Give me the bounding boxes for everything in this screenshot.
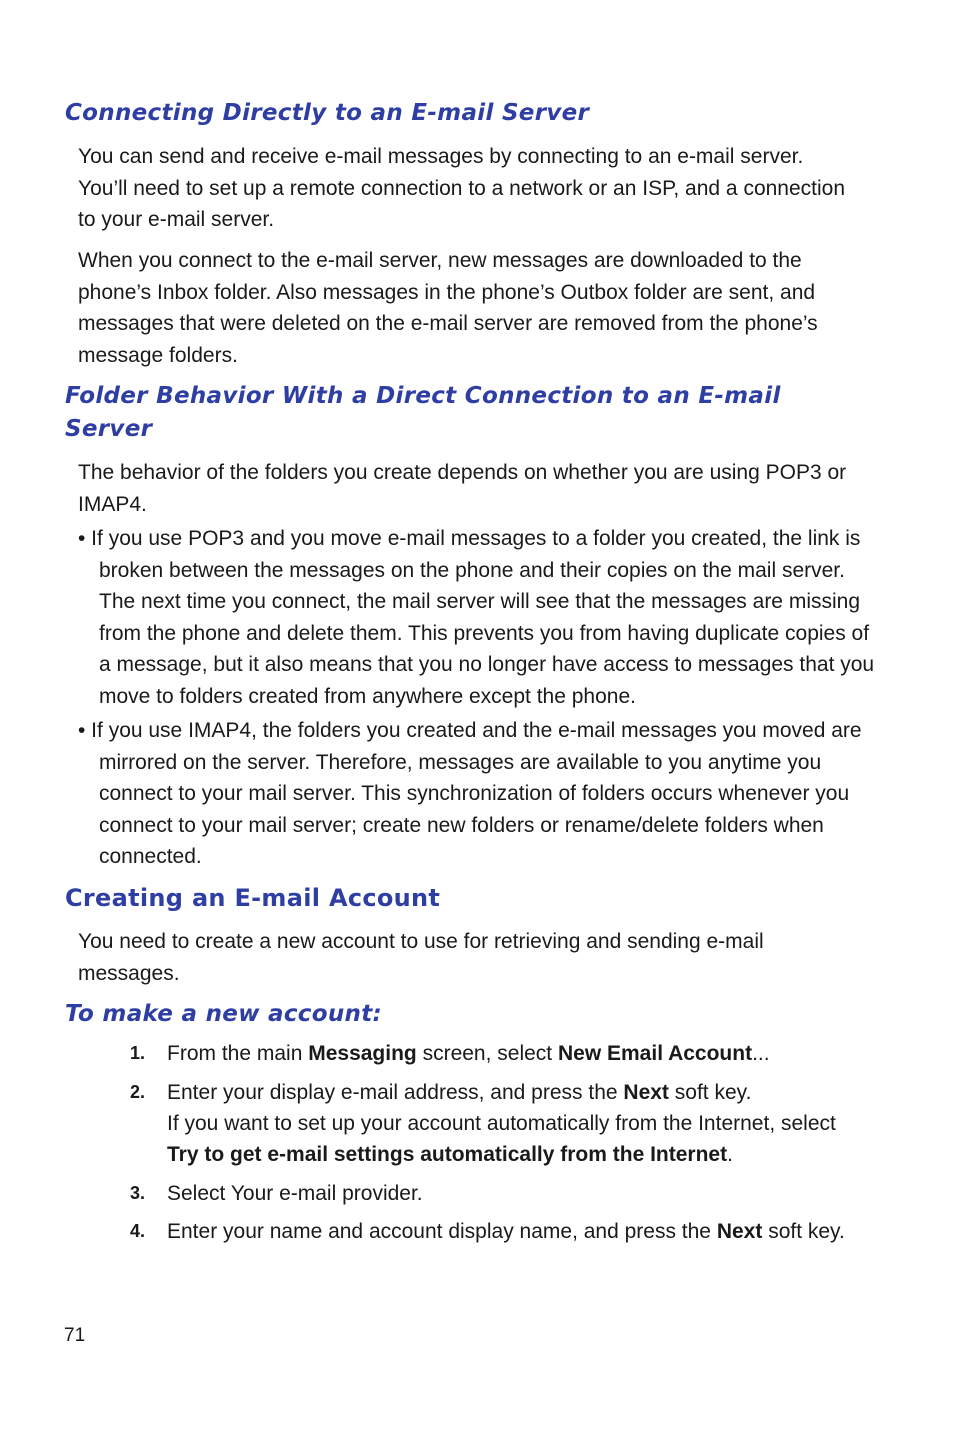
ui-term-next: Next: [716, 1220, 763, 1243]
step-3: [130, 1178, 860, 1209]
step-number: 3.: [130, 1183, 146, 1203]
paragraph-creating-account: You need to create a new account to use for retrieving and sending e-mail messages.: [78, 930, 764, 985]
step-2: [130, 1077, 860, 1170]
section-heading-connecting: Connecting Directly to an E-mail Server: [65, 100, 590, 126]
page-number: 71: [64, 1325, 86, 1346]
bullet-pop3: • If you use POP3 and you move e-mail messages to a folder you created, the link is broken between the messages on the phone and their copies on the mail server. The next time you connect, the mail server will see that the messages are missing from the phone and delete them. This prevents you from having duplicate copies of a message, but it also means that you no longer have access to messages that you move to folders created from anywhere except the phone.: [78, 527, 875, 708]
step-text: Enter your name and account display name, and press the Next soft key.: [167, 1220, 845, 1243]
step-text: Select Your e-mail provider.: [167, 1182, 423, 1205]
paragraph-connecting-1: You can send and receive e-mail messages by connecting to an e-mail server. You’ll need to set up a remote connection to a network or an ISP, and a connection to your e-mail server.: [78, 145, 846, 231]
step-text: Enter your display e-mail address, and press the Next soft key. If you want to set up your account automatically from the Internet, select Try to get e-mail settings automatically from the Internet.: [167, 1081, 836, 1166]
procedure-heading-new-account: To make a new account:: [65, 1001, 382, 1027]
ui-term-next: Next: [623, 1081, 669, 1104]
ui-term-messaging: Messaging: [308, 1042, 417, 1065]
paragraph-folder-behavior-1: The behavior of the folders you create depends on whether you are using POP3 or IMAP4.: [78, 461, 847, 516]
step-text: From the main Messaging screen, select New Email Account...: [167, 1042, 770, 1065]
step-number: 4.: [130, 1221, 146, 1241]
step-number: 2.: [130, 1082, 146, 1102]
step-4: [130, 1216, 860, 1247]
step-number: 1.: [130, 1043, 146, 1063]
section-heading-folder-behavior: Folder Behavior With a Direct Connection to an E-mail Server: [65, 383, 781, 442]
section-heading-creating-account: Creating an E-mail Account: [65, 884, 441, 912]
paragraph-connecting-2: When you connect to the e-mail server, new messages are downloaded to the phone’s Inbox folder. Also messages in the phone’s Outbox folder are sent, and messages that were deleted on the e-mail server are removed from the phone’s message folders.: [78, 249, 818, 367]
bullet-imap4: • If you use IMAP4, the folders you created and the e-mail messages you moved are mirrored on the server. Therefore, messages are available to you anytime you connect to your mail server. This synchronization of folders occurs whenever you connect to your mail server; create new folders or rename/delete folders when connected.: [78, 719, 862, 868]
ui-term-try-auto-settings: Try to get e-mail settings automatically from the Internet: [167, 1143, 728, 1166]
ui-term-new-email-account: New Email Account: [557, 1042, 753, 1065]
step-1: [130, 1038, 860, 1069]
